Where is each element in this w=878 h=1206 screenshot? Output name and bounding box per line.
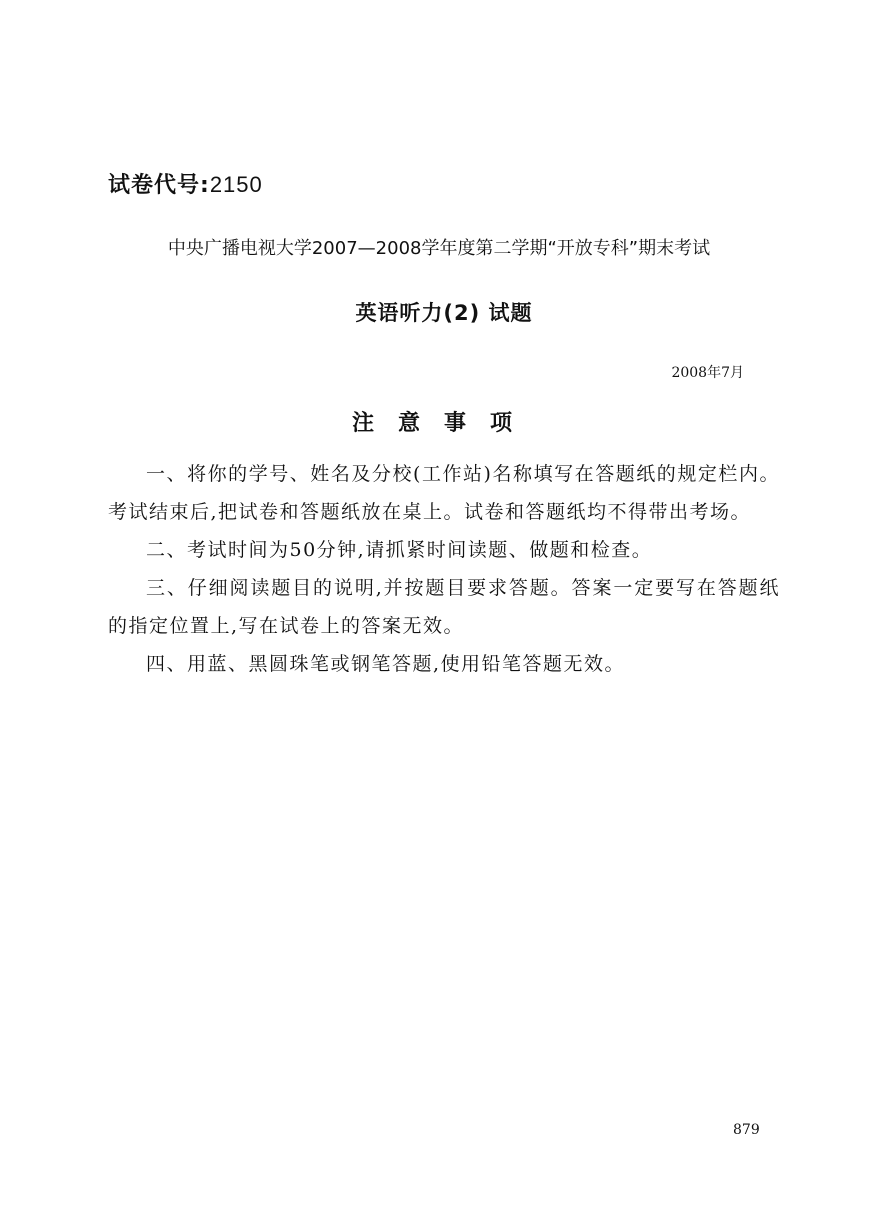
exam-code-value: 2150: [209, 172, 263, 197]
page-number: 879: [733, 1122, 760, 1138]
exam-heading: 中央广播电视大学2007—2008学年度第二学期“开放专科”期末考试: [167, 238, 711, 259]
note-item: 二、考试时间为50分钟,请抓紧时间读题、做题和检查。: [146, 539, 653, 561]
notes-heading: 注意事项: [351, 411, 536, 436]
exam-code: [108, 168, 263, 199]
exam-title: 英语听力(2) 试题: [355, 301, 533, 325]
note-item: 四、用蓝、黑圆珠笔或钢笔答题,使用铅笔答题无效。: [146, 653, 626, 675]
notes-list: [108, 455, 780, 683]
exam-date: 2008年7月: [671, 365, 744, 381]
note-item: 三、仔细阅读题目的说明,并按题目要求答题。答案一定要写在答题纸的指定位置上,写在试卷上的答案无效。: [108, 577, 780, 637]
exam-code-label: 试卷代号:: [108, 173, 210, 198]
note-item: 一、将你的学号、姓名及分校(工作站)名称填写在答题纸的规定栏内。考试结束后,把试卷和答题纸放在桌上。试卷和答题纸均不得带出考场。: [108, 463, 780, 523]
